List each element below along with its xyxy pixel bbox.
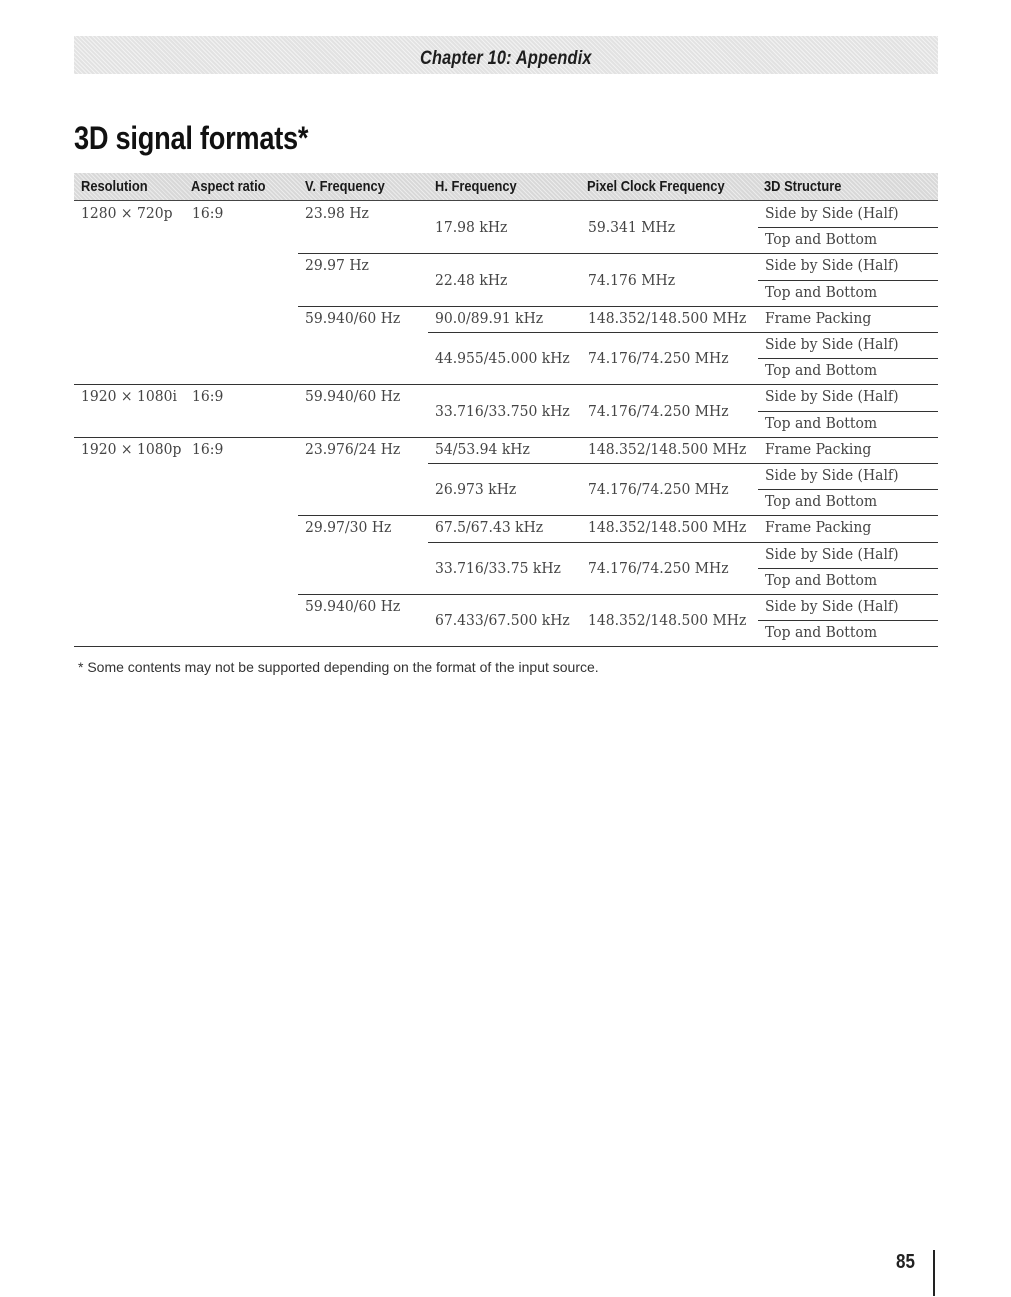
table-cell-h-frequency: 67.5/67.43 kHz <box>435 518 544 536</box>
table-cell-h-frequency: 26.973 kHz <box>435 480 517 498</box>
table-cell-v-frequency: 29.97/30 Hz <box>305 518 392 536</box>
table-cell-pixel-clock: 74.176/74.250 MHz <box>588 402 729 420</box>
table-cell-h-frequency: 67.433/67.500 kHz <box>435 611 570 629</box>
table-cell-3d-structure: Top and Bottom <box>765 230 878 248</box>
table-cell-pixel-clock: 148.352/148.500 MHz <box>588 518 747 536</box>
table-cell-aspect-ratio: 16:9 <box>192 440 224 458</box>
table-row-divider <box>758 411 938 412</box>
table-cell-v-frequency: 29.97 Hz <box>305 256 369 274</box>
table-cell-resolution: 1920 × 1080i <box>81 387 178 405</box>
table-row-divider <box>74 646 938 647</box>
column-header-v-frequency: V. Frequency <box>305 178 385 195</box>
table-row-divider <box>758 358 938 359</box>
footnote: * Some contents may not be supported depending on the format of the input source. <box>78 659 599 675</box>
table-row-divider <box>298 515 938 516</box>
table-cell-h-frequency: 90.0/89.91 kHz <box>435 309 544 327</box>
table-row-divider <box>298 253 938 254</box>
table-cell-3d-structure: Top and Bottom <box>765 571 878 589</box>
table-cell-3d-structure: Side by Side (Half) <box>765 545 899 563</box>
table-cell-aspect-ratio: 16:9 <box>192 204 224 222</box>
table-row-divider <box>298 594 938 595</box>
table-row-divider <box>758 280 938 281</box>
table-cell-pixel-clock: 74.176 MHz <box>588 271 676 289</box>
column-header-3d-structure: 3D Structure <box>764 178 842 195</box>
table-cell-aspect-ratio: 16:9 <box>192 387 224 405</box>
table-cell-pixel-clock: 74.176/74.250 MHz <box>588 349 729 367</box>
table-cell-pixel-clock: 74.176/74.250 MHz <box>588 559 729 577</box>
table-cell-3d-structure: Side by Side (Half) <box>765 466 899 484</box>
table-cell-pixel-clock: 148.352/148.500 MHz <box>588 309 747 327</box>
table-cell-v-frequency: 59.940/60 Hz <box>305 309 401 327</box>
page-number: 85 <box>896 1251 915 1273</box>
table-row-divider <box>428 542 938 543</box>
table-header <box>74 173 938 201</box>
table-cell-resolution: 1920 × 1080p <box>81 440 182 458</box>
table-cell-3d-structure: Side by Side (Half) <box>765 204 899 222</box>
table-cell-h-frequency: 22.48 kHz <box>435 271 508 289</box>
page-number-rule <box>933 1250 935 1296</box>
table-cell-3d-structure: Top and Bottom <box>765 283 878 301</box>
column-header-resolution: Resolution <box>81 178 148 195</box>
page-title: 3D signal formats* <box>74 120 309 156</box>
table-cell-3d-structure: Top and Bottom <box>765 492 878 510</box>
table-cell-pixel-clock: 74.176/74.250 MHz <box>588 480 729 498</box>
table-cell-resolution: 1280 × 720p <box>81 204 173 222</box>
table-row-divider <box>298 306 938 307</box>
table-cell-3d-structure: Frame Packing <box>765 440 872 458</box>
table-row-divider <box>758 620 938 621</box>
table-cell-3d-structure: Side by Side (Half) <box>765 597 899 615</box>
table-cell-v-frequency: 23.976/24 Hz <box>305 440 401 458</box>
table-cell-3d-structure: Top and Bottom <box>765 414 878 432</box>
column-header-aspect-ratio: Aspect ratio <box>191 178 266 195</box>
table-cell-v-frequency: 59.940/60 Hz <box>305 597 401 615</box>
table-row-divider <box>74 437 938 438</box>
table-cell-h-frequency: 54/53.94 kHz <box>435 440 530 458</box>
table-cell-h-frequency: 44.955/45.000 kHz <box>435 349 570 367</box>
table-cell-h-frequency: 33.716/33.75 kHz <box>435 559 561 577</box>
table-row-divider <box>758 489 938 490</box>
table-cell-v-frequency: 59.940/60 Hz <box>305 387 401 405</box>
table-row-divider <box>758 568 938 569</box>
table-row-divider <box>758 227 938 228</box>
table-cell-3d-structure: Frame Packing <box>765 309 872 327</box>
table-cell-3d-structure: Side by Side (Half) <box>765 387 899 405</box>
table-cell-h-frequency: 17.98 kHz <box>435 218 508 236</box>
table-cell-3d-structure: Side by Side (Half) <box>765 256 899 274</box>
table-cell-pixel-clock: 148.352/148.500 MHz <box>588 440 747 458</box>
table-cell-v-frequency: 23.98 Hz <box>305 204 369 222</box>
table-cell-pixel-clock: 59.341 MHz <box>588 218 676 236</box>
table-row-divider <box>74 384 938 385</box>
table-cell-3d-structure: Top and Bottom <box>765 623 878 641</box>
table-cell-h-frequency: 33.716/33.750 kHz <box>435 402 570 420</box>
column-header-pixel-clock: Pixel Clock Frequency <box>587 178 725 195</box>
chapter-title: Chapter 10: Appendix <box>420 48 592 69</box>
column-header-h-frequency: H. Frequency <box>435 178 517 195</box>
table-cell-3d-structure: Side by Side (Half) <box>765 335 899 353</box>
chapter-banner <box>74 36 938 74</box>
table-row-divider <box>428 463 938 464</box>
table-row-divider <box>428 332 938 333</box>
table-cell-3d-structure: Top and Bottom <box>765 361 878 379</box>
table-cell-3d-structure: Frame Packing <box>765 518 872 536</box>
table-cell-pixel-clock: 148.352/148.500 MHz <box>588 611 747 629</box>
